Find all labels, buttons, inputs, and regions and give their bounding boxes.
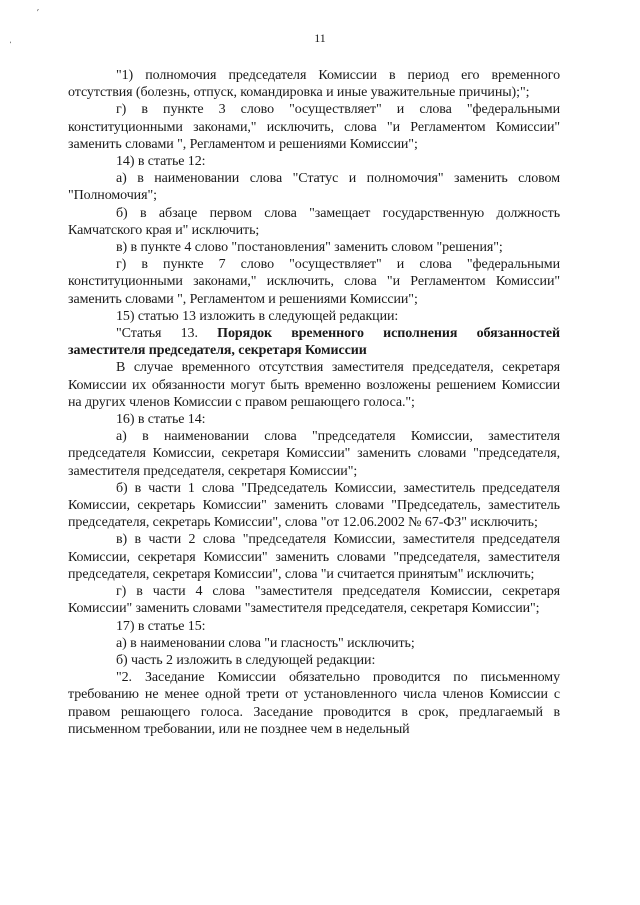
paragraph: г) в части 4 слова "заместителя председателя Комиссии, секретаря Комиссии" заменить словами "заместителя председателя, секретаря Комиссии"; (68, 584, 560, 617)
article-number: "Статья 13. (116, 326, 218, 342)
paragraph: 17) в статье 15: (116, 618, 206, 634)
page-number: 11 (314, 31, 326, 45)
article-title: Порядок временного исполнения обязанностей заместителя председателя, секретаря Комиссии (68, 326, 560, 359)
paragraph: г) в пункте 3 слово "осуществляет" и слова "федеральными конституционными законами," исключить, слова "и Регламентом Комиссии" заменить словами ", Регламентом и решениями Комиссии"; (68, 102, 560, 152)
paragraph: а) в наименовании слова "председателя Комиссии, заместителя председателя Комиссии, секретаря Комиссии" заменить словами "председателя, заместителя председателя, секретаря Комиссии"; (68, 429, 560, 479)
scan-mark: ˊ (8, 40, 18, 48)
paragraph: б) в абзаце первом слова "замещает государственную должность Камчатского края и" исключить; (68, 205, 560, 238)
paragraph: "2. Заседание Комиссии обязательно проводится по письменному требованию не менее одной трети от установленного числа членов Комиссии с правом решающего голоса. Заседание проводится в срок, предлагаемый в письменном требовании, или не позднее чем в недельный (68, 670, 560, 737)
paragraph: б) часть 2 изложить в следующей редакции: (116, 652, 376, 668)
paragraph: 15) статью 13 изложить в следующей редакции: (116, 308, 399, 324)
paragraph: а) в наименовании слова "и гласность" исключить; (116, 635, 415, 651)
paragraph: 16) в статье 14: (116, 412, 206, 428)
paragraph: в) в части 2 слова "председателя Комиссии, заместителя председателя Комиссии, секретаря Комиссии" заменить словами "председателя, заместителя председателя, секретаря Комиссии", слова "и считается принятым" исключить; (68, 532, 560, 582)
paragraph: В случае временного отсутствия заместителя председателя, секретаря Комиссии их обязанности могут быть временно возложены решением Комиссии на других членов Комиссии с правом решающего голоса."; (68, 360, 560, 410)
paragraph: б) в части 1 слова "Председатель Комиссии, заместитель председателя Комиссии, секретарь Комиссии" заменить словами "Председатель, заместитель председателя, секретарь Комиссии", слова "от 12.06.2002 № 67-ФЗ" исключить; (68, 480, 560, 531)
paragraph: "1) полномочия председателя Комиссии в период его временного отсутствия (болезнь, отпуск, командировка и иные уважительные причины);"; (68, 68, 560, 101)
scan-mark: ˊ (35, 7, 44, 20)
article-heading (68, 325, 560, 359)
paragraph: а) в наименовании слова "Статус и полномочия" заменить словом "Полномочия"; (68, 171, 560, 204)
document-body (68, 67, 560, 738)
paragraph: в) в пункте 4 слово "постановления" заменить словом "решения"; (116, 240, 503, 256)
paragraph: 14) в статье 12: (116, 154, 206, 170)
paragraph: г) в пункте 7 слово "осуществляет" и слова "федеральными конституционными законами," исключить, слова "и Регламентом Комиссии" заменить словами ", Регламентом и решениями Комиссии"; (68, 257, 560, 307)
